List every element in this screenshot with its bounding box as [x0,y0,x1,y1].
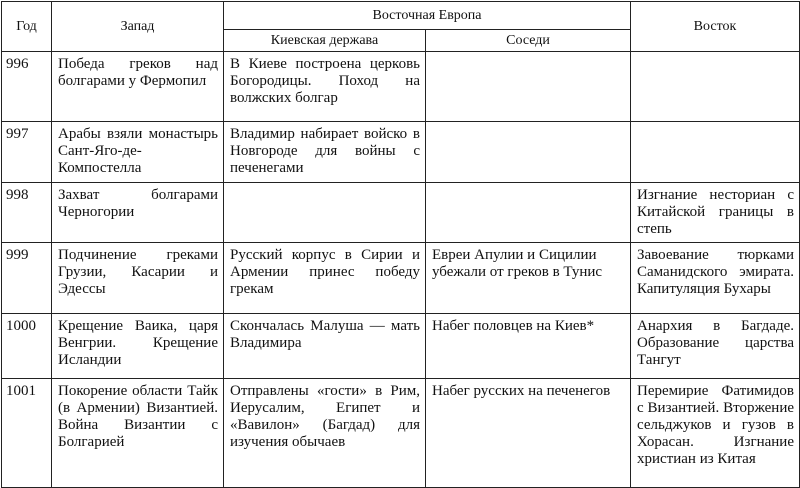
kiev-cell [224,183,426,243]
header-neighbors: Соседи [426,30,631,52]
east-text: Перемирие Фатимидов с Византией. Вторжение сельджуков и гузов в Хорасан. Изгнание христиан из Китая [637,383,794,467]
east-text: Завоевание тюрками Саманидского эмирата. Капитуляция Бухары [637,247,794,297]
table-row [2,122,800,183]
year-cell [2,122,52,183]
east-cell [631,122,800,183]
west-text: Захват болгарами Черногории [58,187,218,220]
kiev-cell [224,52,426,122]
year-text: 998 [6,187,29,203]
year-text: 999 [6,247,29,263]
east-text: Изгнание несториан с Китайской границы в степь [637,187,794,237]
kiev-text: Русский корпус в Сирии и Армении принес победу грекам [230,247,420,297]
table-row [2,379,800,488]
header-year: Год [2,2,52,52]
table-row [2,52,800,122]
table-row [2,183,800,243]
east-cell [631,52,800,122]
neighbors-text: Набег половцев на Киев* [432,318,595,334]
kiev-cell [224,379,426,488]
kiev-text: Скончалась Малуша — мать Владимира [230,318,420,351]
east-cell [631,379,800,488]
kiev-text: Владимир набирает войско в Новгороде для войны с печенегами [230,126,420,176]
neighbors-cell [426,52,631,122]
east-text: Анархия в Багдаде. Образование царства Тангут [637,318,794,368]
west-cell [52,52,224,122]
west-cell [52,243,224,314]
neighbors-text: Набег русских на печенегов [432,383,611,399]
year-text: 1001 [6,383,36,399]
west-text: Арабы взяли монастырь Сант-Яго-де-Компостелла [58,126,218,176]
header-eastern-europe: Восточная Европа [224,2,631,30]
neighbors-cell [426,183,631,243]
east-cell [631,243,800,314]
east-cell [631,314,800,379]
west-text: Победа греков над болгарами у Фермопил [58,56,218,89]
west-cell [52,379,224,488]
west-text: Покорение области Тайк (в Армении) Византией. Война Византии с Болгарией [58,383,218,450]
neighbors-text: Евреи Апулии и Сицилии убежали от греков в Тунис [432,247,603,280]
table-row [2,243,800,314]
neighbors-cell [426,314,631,379]
table-header [2,2,800,52]
west-cell [52,314,224,379]
kiev-cell [224,122,426,183]
chronology-table [1,1,800,488]
year-text: 997 [6,126,29,142]
east-cell [631,183,800,243]
neighbors-cell [426,379,631,488]
header-east: Восток [631,2,800,52]
kiev-cell [224,314,426,379]
year-text: 1000 [6,318,36,334]
header-kievan-state: Киевская держава [224,30,426,52]
table-row [2,314,800,379]
year-cell [2,52,52,122]
year-cell [2,183,52,243]
west-cell [52,183,224,243]
year-cell [2,243,52,314]
neighbors-cell [426,122,631,183]
neighbors-cell [426,243,631,314]
table-body [2,52,800,488]
year-cell [2,314,52,379]
west-text: Крещение Ваика, царя Венгрии. Крещение Исландии [58,318,218,368]
west-text: Подчинение греками Грузии, Касарии и Эдессы [58,247,218,297]
kiev-cell [224,243,426,314]
west-cell [52,122,224,183]
year-text: 996 [6,56,29,72]
header-west: Запад [52,2,224,52]
kiev-text: В Киеве построена церковь Богородицы. Поход на волжских болгар [230,56,420,106]
year-cell [2,379,52,488]
kiev-text: Отправлены «гости» в Рим, Иерусалим, Египет и «Вавилон» (Багдад) для изучения обычаев [230,383,420,450]
